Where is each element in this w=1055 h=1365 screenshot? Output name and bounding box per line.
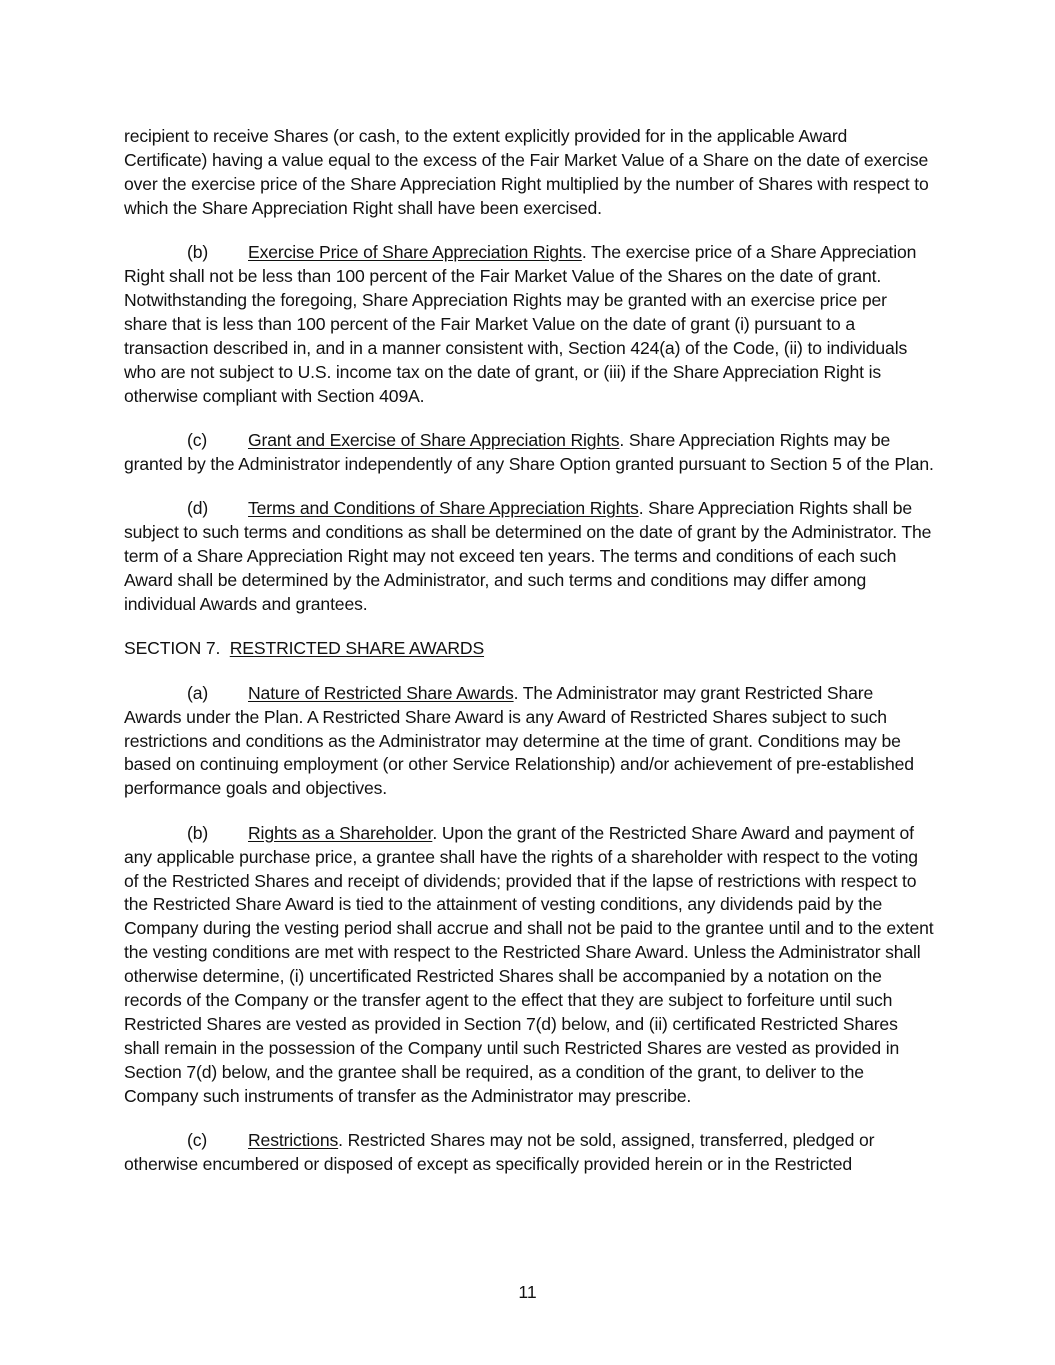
page-number: 11: [518, 1282, 537, 1302]
section-6b-label: (b): [187, 242, 209, 263]
section-7c-label: (c): [187, 1130, 208, 1151]
section-7-heading: [124, 637, 934, 661]
continuation-paragraph: recipient to receive Shares (or cash, to the extent explicitly provided for in the applicable Award Certificate) having a value equal to the excess of the Fair Market Value of a Share on the date of exercise over the exercise price of the Share Appreciation Right multiplied by the number of Shares with respect to which the Share Appreciation Right shall have been exercised.: [124, 126, 929, 218]
section-6b-title-suffix: .: [581, 242, 587, 263]
section-6b-paragraph: [124, 241, 934, 408]
section-7c-title: Restrictions: [248, 1130, 339, 1151]
section-6c-paragraph: [124, 429, 934, 477]
section-6d-title-suffix: .: [638, 498, 644, 519]
section-7b-paragraph: [124, 822, 934, 1109]
section-7c-body: Restricted Shares may not be sold, assigned, transferred, pledged or otherwise encumbered or disposed of except as specifically provided herein or in the Restricted: [124, 1130, 875, 1175]
section-7b-body: Upon the grant of the Restricted Share Award and payment of any applicable purchase price, a grantee shall have the rights of a shareholder with respect to the voting of the Restricted Shares and receipt of dividends; provided that if the lapse of restrictions with respect to the Restricted Share Award is tied to the attainment of vesting conditions, any dividends paid by the Company during the vesting period shall accrue and shall not be paid to the grantee until and to the extent the vesting conditions are met with respect to the Restricted Share Award. Unless the Administrator shall otherwise determine, (i) uncertificated Restricted Shares shall be accompanied by a notation on the records of the Company or the transfer agent to the effect that they are subject to forfeiture until such Restricted Shares are vested as provided in Section 7(d) below, and (ii) certificated Restricted Shares shall remain in the possession of the Company until such Restricted Shares are vested as provided in Section 7(d) below, and the grantee shall be required, as a condition of the grant, to deliver to the Company such instruments of transfer as the Administrator may prescribe.: [124, 822, 934, 1106]
section-6c-label: (c): [187, 429, 208, 450]
section-6d-label: (d): [187, 498, 209, 519]
section-6d-body: Share Appreciation Rights shall be subject to such terms and conditions as shall be determined on the date of grant by the Administrator. The term of a Share Appreciation Right may not exceed ten years. The terms and conditions of each such Award shall be determined by the Administrator, and such terms and conditions may differ among individual Awards and grantees.: [124, 498, 932, 614]
section-6d-paragraph: [124, 497, 934, 617]
section-7b-title: Rights as a Shareholder: [248, 822, 433, 843]
section-7a-paragraph: [124, 682, 934, 802]
section-6b-title: Exercise Price of Share Appreciation Rights: [248, 242, 582, 263]
section-6c-body: Share Appreciation Rights may be granted by the Administrator independently of any Share Option granted pursuant to Section 5 of the Plan.: [124, 429, 934, 474]
section-7a-label: (a): [187, 682, 209, 703]
section-7a-body: The Administrator may grant Restricted Share Awards under the Plan. A Restricted Share Award is any Award of Restricted Shares subject to such restrictions and conditions as the Administrator may determine at the time of grant. Conditions may be based on continuing employment (or other Service Relationship) and/or achievement of pre-established performance goals and objectives.: [124, 682, 914, 799]
section-7-prefix: SECTION 7.: [124, 638, 230, 659]
section-6c-title-suffix: .: [619, 429, 625, 450]
section-7a-title-suffix: .: [513, 682, 519, 703]
section-7a-title: Nature of Restricted Share Awards: [248, 682, 514, 703]
section-6b-body: The exercise price of a Share Appreciation Right shall not be less than 100 percent of the Fair Market Value of the Shares on the date of grant. Notwithstanding the foregoing, Share Appreciation Rights may be granted with an exercise price per share that is less than 100 percent of the Fair Market Value on the date of grant (i) pursuant to a transaction described in, and in a manner consistent with, Section 424(a) of the Code, (ii) to individuals who are not subject to U.S. income tax on the date of grant, or (iii) if the Share Appreciation Right is otherwise compliant with Section 409A.: [124, 242, 917, 406]
section-7c-paragraph: [124, 1129, 934, 1177]
document-body: [124, 125, 934, 1197]
section-7b-title-suffix: .: [432, 822, 438, 843]
section-7-title: RESTRICTED SHARE AWARDS: [229, 638, 485, 659]
section-6c-title: Grant and Exercise of Share Appreciation Rights: [248, 429, 620, 450]
section-7b-label: (b): [187, 822, 209, 843]
section-6d-title: Terms and Conditions of Share Appreciation Rights: [248, 498, 639, 519]
section-7c-title-suffix: .: [338, 1130, 343, 1151]
